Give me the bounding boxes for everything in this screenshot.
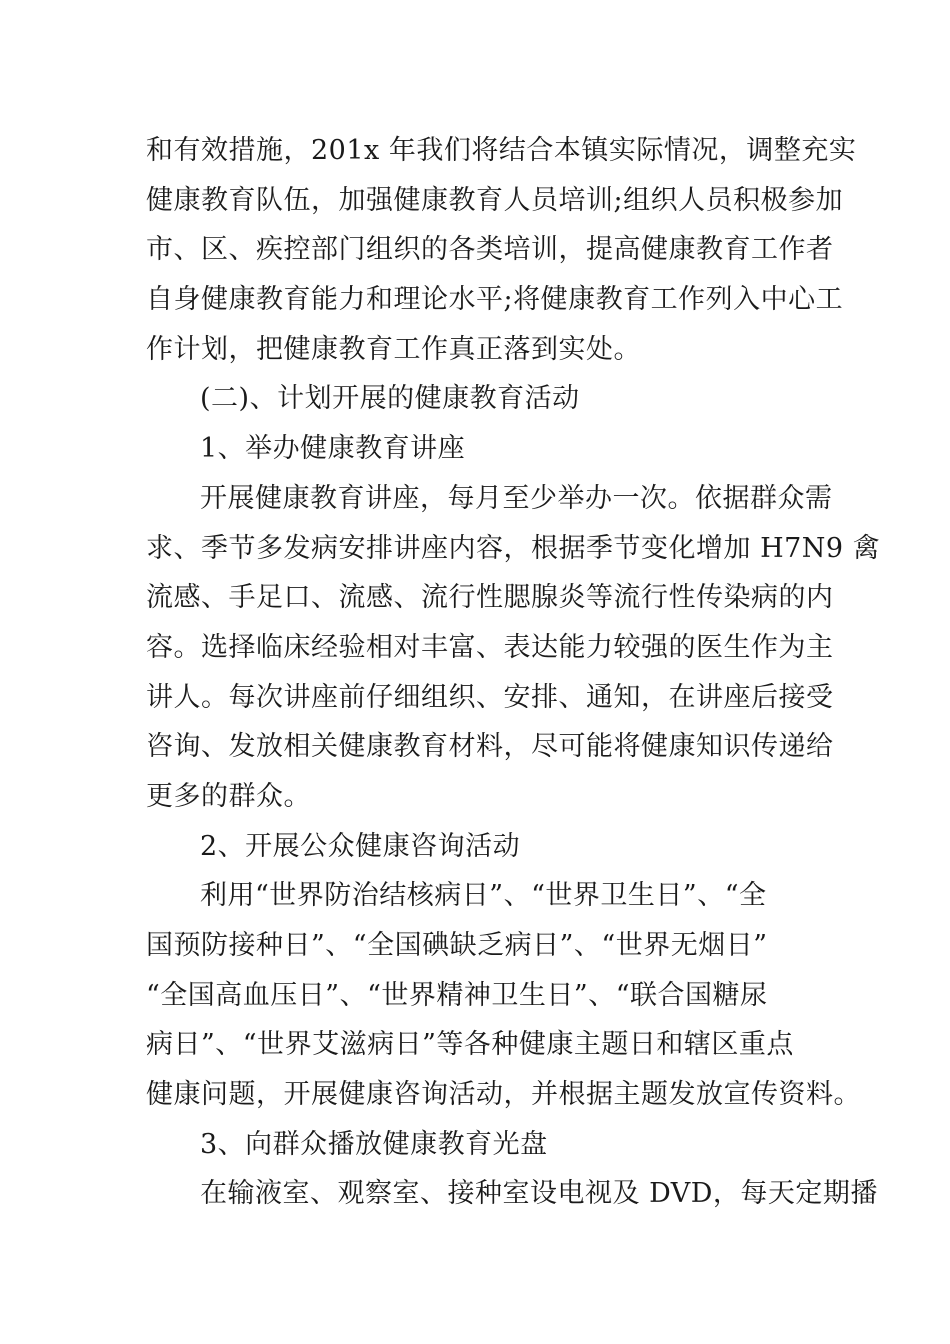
text-line: 病日”、“世界艾滋病日”等各种健康主题日和辖区重点 (146, 1029, 794, 1061)
text-line: 更多的群众。 (146, 780, 311, 812)
section-heading: (二)、计划开展的健康教育活动 (200, 383, 580, 415)
text-line: 和有效措施，201x 年我们将结合本镇实际情况，调整充实 (146, 135, 857, 166)
text-line: 自身健康教育能力和理论水平;将健康教育工作列入中心工 (146, 284, 844, 316)
text-line: 利用“世界防治结核病日”、“世界卫生日”、“全 (200, 880, 767, 912)
text-line: 市、区、疾控部门组织的各类培训，提高健康教育工作者 (146, 234, 834, 266)
text-line: 讲人。每次讲座前仔细组织、安排、通知，在讲座后接受 (146, 681, 834, 713)
text-line: 在输液室、观察室、接种室设电视及 DVD，每天定期播 (200, 1178, 878, 1210)
document-body (146, 126, 881, 1219)
subsection-heading: 2、开展公众健康咨询活动 (200, 830, 521, 862)
text-line: 健康教育队伍，加强健康教育人员培训;组织人员积极参加 (146, 184, 844, 216)
text-line: 求、季节多发病安排讲座内容，根据季节变化增加 H7N9 禽 (146, 532, 881, 564)
subsection-heading: 1、举办健康教育讲座 (200, 433, 466, 465)
text-line: 咨询、发放相关健康教育材料，尽可能将健康知识传递给 (146, 731, 834, 763)
text-line: 开展健康教育讲座，每月至少举办一次。依据群众需 (200, 482, 833, 514)
text-line: 国预防接种日”、“全国碘缺乏病日”、“世界无烟日” (146, 930, 768, 961)
text-line: 作计划，把健康教育工作真正落到实处。 (146, 333, 641, 365)
text-line: “全国高血压日”、“世界精神卫生日”、“联合国糖尿 (146, 979, 768, 1011)
text-line: 容。选择临床经验相对丰富、表达能力较强的医生作为主 (146, 631, 834, 663)
text-line: 健康问题，开展健康咨询活动，并根据主题发放宣传资料。 (146, 1079, 861, 1111)
subsection-heading: 3、向群众播放健康教育光盘 (200, 1128, 548, 1160)
text-line: 流感、手足口、流感、流行性腮腺炎等流行性传染病的内 (146, 582, 834, 614)
